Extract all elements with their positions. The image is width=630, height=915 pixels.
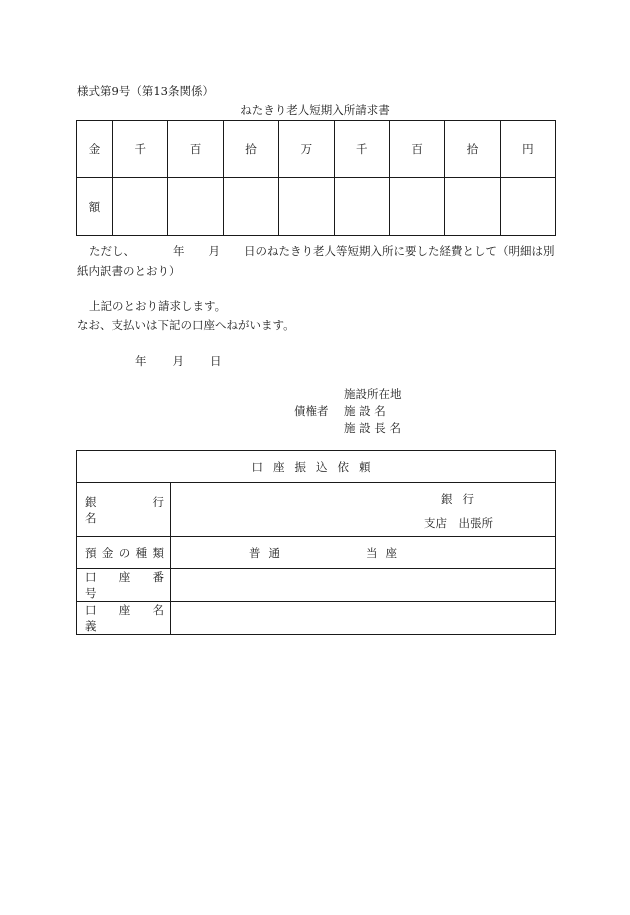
account-number-label: 口 座 番 号 bbox=[77, 569, 171, 602]
facility-address-label: 施設所在地 bbox=[344, 387, 402, 401]
bank-name-label: 銀 行 名 bbox=[77, 483, 171, 537]
digit-header: 千 bbox=[113, 121, 168, 178]
document-title: ねたきり老人短期入所請求書 bbox=[240, 103, 390, 117]
account-name-label: 口 座 名 義 bbox=[77, 602, 171, 635]
facility-director-label: 施 設 長 名 bbox=[344, 421, 401, 435]
date-year: 年 bbox=[135, 354, 147, 368]
date-day: 日 bbox=[210, 354, 222, 368]
account-number-field[interactable] bbox=[171, 569, 556, 602]
creditor-block bbox=[294, 386, 402, 437]
amount-digit-input[interactable] bbox=[279, 178, 334, 236]
bank-name-field[interactable] bbox=[171, 483, 556, 537]
proviso-body: のねたきり老人等短期入所に要した経費として（明細は別紙内訳書のとおり） bbox=[77, 244, 555, 278]
account-name-field[interactable] bbox=[171, 602, 556, 635]
proviso-day: 日 bbox=[244, 244, 256, 258]
digit-header: 千 bbox=[334, 121, 389, 178]
bank-transfer-title: 口座振込依頼 bbox=[77, 451, 556, 483]
payment-statement: なお、支払いは下記の口座へねがいます。 bbox=[77, 318, 295, 332]
deposit-type-label: 預 金 の 種 類 bbox=[77, 537, 171, 569]
deposit-type-normal[interactable]: 普通 bbox=[249, 546, 288, 560]
digit-header: 拾 bbox=[223, 121, 278, 178]
amount-digit-input[interactable] bbox=[223, 178, 278, 236]
proviso-year: 年 bbox=[173, 244, 185, 258]
deposit-type-current[interactable]: 当座 bbox=[366, 546, 405, 560]
amount-table bbox=[76, 120, 556, 236]
amount-digit-input[interactable] bbox=[389, 178, 444, 236]
digit-header: 拾 bbox=[445, 121, 500, 178]
facility-name-label: 施 設 名 bbox=[344, 404, 386, 418]
proviso-paragraph bbox=[77, 241, 557, 281]
amount-digit-input[interactable] bbox=[500, 178, 555, 236]
date-month: 月 bbox=[172, 354, 184, 368]
amount-label-bottom: 額 bbox=[77, 178, 113, 236]
amount-digit-input[interactable] bbox=[113, 178, 168, 236]
claim-date bbox=[135, 353, 222, 369]
digit-header: 円 bbox=[500, 121, 555, 178]
digit-header: 万 bbox=[279, 121, 334, 178]
form-number: 様式第9号（第13条関係） bbox=[77, 84, 214, 98]
proviso-month: 月 bbox=[208, 244, 220, 258]
deposit-type-field[interactable] bbox=[171, 537, 556, 569]
digit-header: 百 bbox=[168, 121, 223, 178]
amount-label-top: 金 bbox=[77, 121, 113, 178]
amount-digit-input[interactable] bbox=[168, 178, 223, 236]
creditor-label: 債権者 bbox=[294, 404, 329, 418]
amount-digit-input[interactable] bbox=[445, 178, 500, 236]
claim-statement: 上記のとおり請求します。 bbox=[89, 299, 227, 313]
bank-transfer-table bbox=[76, 450, 556, 635]
branch-suffix: 支店 出張所 bbox=[424, 516, 493, 530]
digit-header: 百 bbox=[389, 121, 444, 178]
proviso-lead: ただし、 bbox=[89, 244, 135, 258]
bank-suffix: 銀行 bbox=[441, 492, 484, 506]
amount-digit-input[interactable] bbox=[334, 178, 389, 236]
